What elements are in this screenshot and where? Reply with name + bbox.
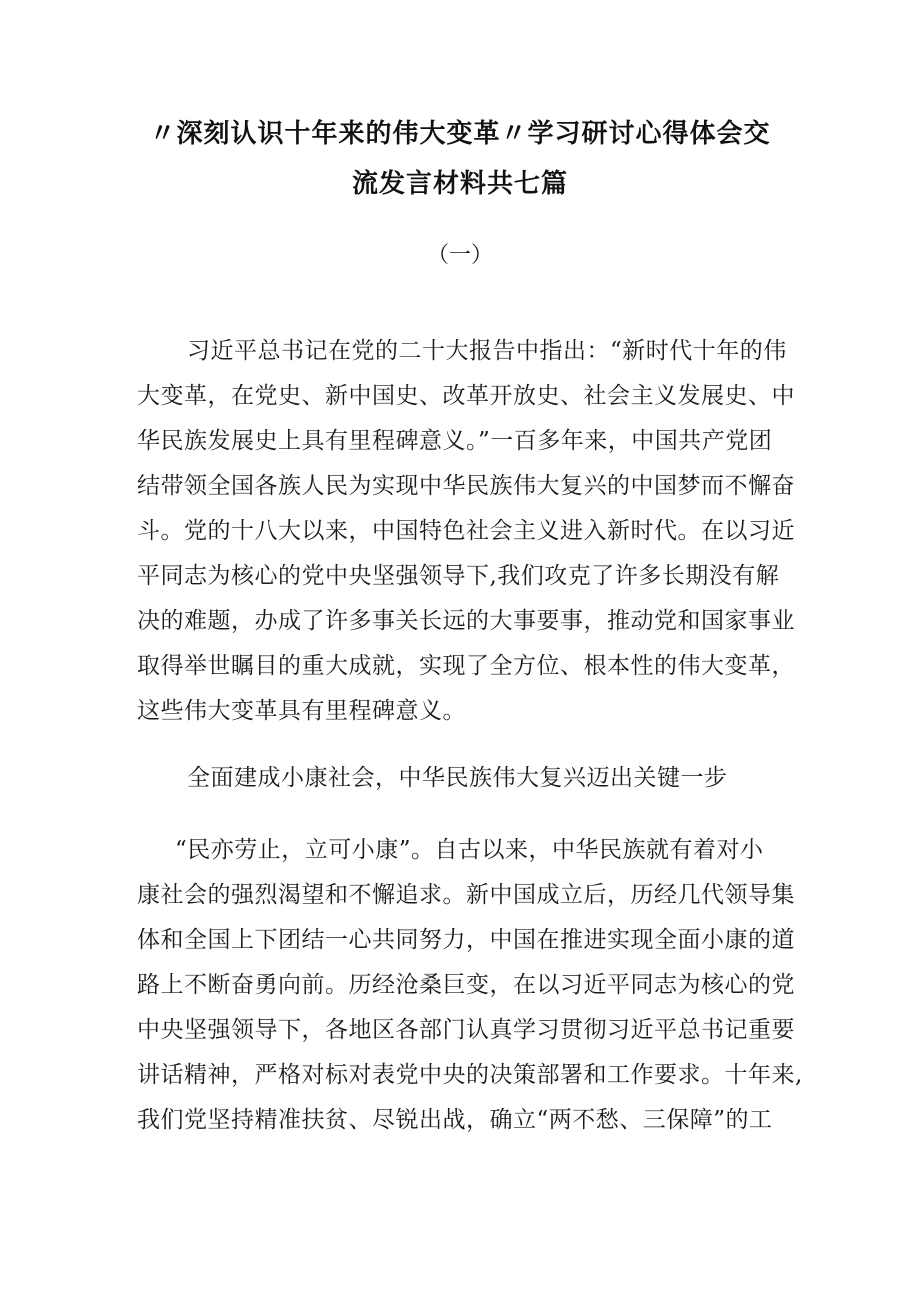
paragraph-2-line-3: 体和全国上下团结一心共同努力，中国在推进实现全面小康的道 [137,927,795,953]
section-number: （一） [426,243,493,268]
paragraph-2-line-7: 我们党坚持精准扶贫、尽锐出战，确立“两不愁、三保障”的工 [137,1107,773,1133]
paragraph-1-line-5: 斗。党的十八大以来，中国特色社会主义进入新时代。在以习近 [137,518,795,544]
paragraph-2-line-1: “民亦劳止，立可小康”。自古以来，中华民族就有着对小 [175,837,764,863]
paragraph-1-line-1: 习近平总书记在党的二十大报告中指出：“新时代十年的伟 [187,338,787,364]
paragraph-1-line-7: 决的难题，办成了许多事关长远的大事要事，推动党和国家事业 [137,608,795,634]
paragraph-1-line-2: 大变革，在党史、新中国史、改革开放史、社会主义发展史、中 [137,383,795,409]
paragraph-2-line-6: 讲话精神，严格对标对表党中央的决策部署和工作要求。十年来, [137,1062,803,1088]
paragraph-1-line-8: 取得举世瞩目的重大成就，实现了全方位、根本性的伟大变革， [137,653,795,679]
paragraph-2-line-5: 中央坚强领导下，各地区各部门认真学习贯彻习近平总书记重要 [137,1017,795,1043]
paragraph-1-line-4: 结带领全国各族人民为实现中华民族伟大复兴的中国梦而不懈奋 [137,473,795,499]
paragraph-1-line-3: 华民族发展史上具有里程碑意义。”一百多年来，中国共产党团 [137,428,773,454]
paragraph-2-line-2: 康社会的强烈渴望和不懈追求。新中国成立后，历经几代领导集 [137,882,795,908]
paragraph-2-line-4: 路上不断奋勇向前。历经沧桑巨变，在以习近平同志为核心的党 [137,972,795,998]
document-title-line-1: 〃深刻认识十年来的伟大变革〃学习研讨心得体会交 [149,119,771,149]
section-subheading: 全面建成小康社会，中华民族伟大复兴迈出关键一步 [187,765,728,791]
document-title-line-2: 流发言材料共七篇 [351,169,568,199]
paragraph-1-line-9: 这些伟大变革具有里程碑意义。 [137,698,466,724]
paragraph-1-line-6: 平同志为核心的党中央坚强领导下,我们攻克了许多长期没有解 [137,563,780,589]
